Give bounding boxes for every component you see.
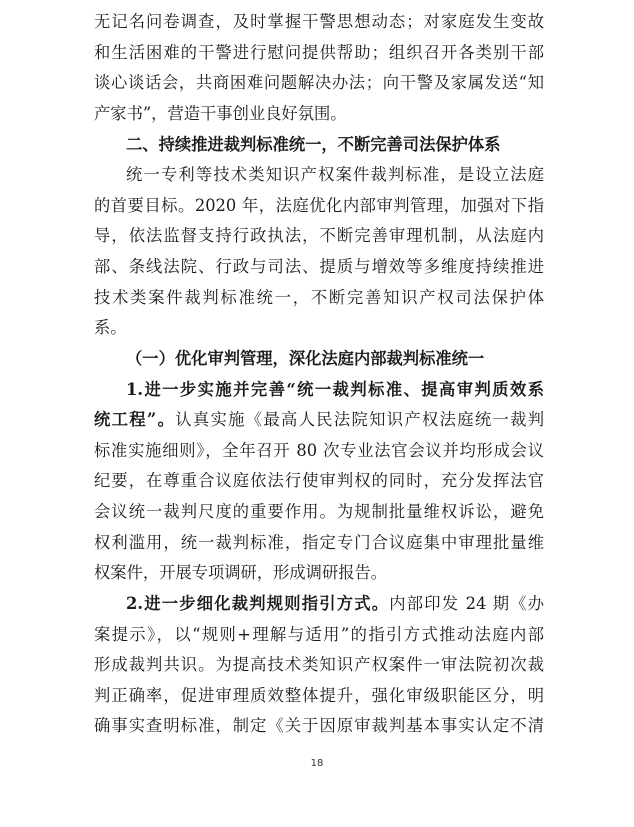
text-line: 形成裁判共识。为提高技术类知识产权案件一审法院初次裁 — [94, 655, 544, 675]
text-line: 的首要目标。2020 年，法庭优化内部审判管理，加强对下指 — [94, 195, 544, 215]
text-line: 统一专利等技术类知识产权案件裁判标准，是设立法庭 — [126, 165, 544, 185]
text-span: 内部印发 24 期《办 — [389, 593, 545, 613]
text-line: 权利滥用，统一裁判标准，指定专门合议庭集中审理批量维 — [94, 532, 544, 552]
text-line: 谈心谈话会，共商困难问题解决办法；向干警及家属发送“知 — [94, 73, 544, 93]
text-line: 产家书”，营造干事创业良好氛围。 — [94, 103, 347, 123]
subheading: （一）优化审判管理，深化法庭内部裁判标准统一 — [126, 348, 485, 368]
text-line: 会议统一裁判尺度的重要作用。为规制批量维权诉讼，避免 — [94, 502, 544, 521]
text-line — [94, 405, 544, 436]
text-line: 权案件，开展专项调研，形成调研报告。 — [94, 563, 388, 583]
text-line: 案提示》，以“规则+理解与适用”的指引方式推动法庭内部 — [94, 624, 544, 644]
text-line — [126, 589, 544, 620]
item-heading: 2.进一步细化裁判规则指引方式。 — [126, 593, 390, 613]
text-line: 技术类案件裁判标准统一，不断完善知识产权司法保护体 — [94, 287, 544, 307]
text-span: 认真实施《最高人民法院知识产权法庭统一裁判 — [175, 410, 544, 430]
text-line: 确事实查明标准，制定《关于因原审裁判基本事实认定不清 — [94, 716, 544, 736]
page-number: 18 — [310, 758, 324, 769]
text-line: 系。 — [94, 318, 127, 338]
item-heading: 1.进一步实施并完善“统一裁判标准、提高审判质效系 — [126, 379, 544, 399]
text-line: 无记名问卷调查，及时掌握干警思想动态；对家庭发生变故 — [94, 12, 544, 31]
text-line: 判正确率，促进审理质效整体提升，强化审级职能区分，明 — [94, 685, 544, 705]
section-heading: 二、持续推进裁判标准统一，不断完善司法保护体系 — [126, 134, 501, 154]
text-line: 和生活困难的干警进行慰问提供帮助；组织召开各类别干部 — [94, 42, 544, 62]
text-line: 纪要，在尊重合议庭依法行使审判权的同时，充分发挥法官 — [94, 471, 544, 491]
text-line: 导，依法监督支持行政执法，不断完善审理机制，从法庭内 — [94, 226, 544, 246]
text-line: 标准实施细则》，全年召开 80 次专业法官会议并均形成会议 — [94, 440, 544, 460]
item-heading-end: 统工程”。 — [94, 410, 176, 430]
text-line: 部、条线法院、行政与司法、提质与增效等多维度持续推进 — [94, 257, 544, 276]
